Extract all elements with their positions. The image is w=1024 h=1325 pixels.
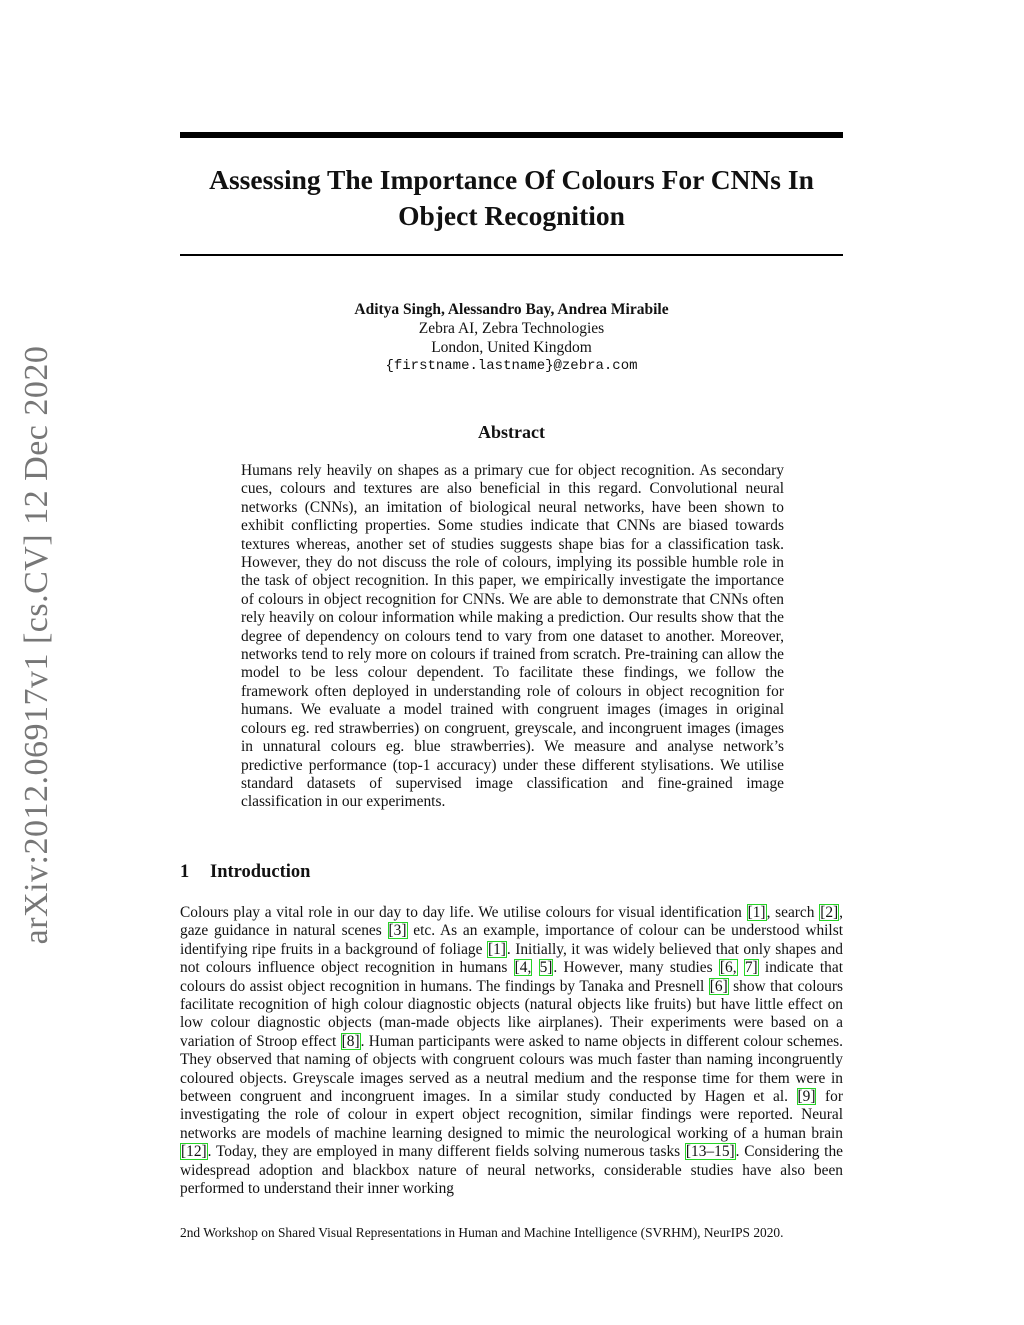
intro-text: . However, many studies: [553, 959, 719, 977]
title-bottom-rule: [180, 254, 843, 256]
citation-link[interactable]: [6,: [719, 959, 737, 977]
intro-text: , gaze guidance in natural scenes: [180, 904, 843, 940]
citation-link[interactable]: [3]: [388, 922, 407, 940]
title-top-rule: [180, 132, 843, 138]
intro-text: etc. As an example, importance of colour can be understood whilst identifying ripe fruits in a background of foliage: [180, 922, 843, 958]
citation-link[interactable]: [9]: [797, 1088, 816, 1106]
author-email: {firstname.lastname}@zebra.com: [385, 358, 638, 374]
section-title: Introduction: [210, 862, 311, 882]
abstract-text: Humans rely heavily on shapes as a primary cue for object recognition. As secondary cues, colours and textures are also beneficial in this regard. Convolutional neural networks (CNNs), an imitation of biological neural networks, have been shown to exhibit conflicting properties. Some studies indicate that CNNs are biased towards textures whereas, another set of studies suggests shape bias for a classification task. However, they do not discuss the role of colours, implying its possible humble role in the task of object recognition. In this paper, we empirically investigate the importance of colours in object recognition for CNNs. We are able to demonstrate that CNNs often rely heavily on colour information while making a prediction. Our results show that the degree of dependency on colours tend to vary from one dataset to another. Moreover, networks tend to rely more on colours if trained from scratch. Pre-training can allow the model to be less colour dependent. To facilitate these findings, we follow the framework often deployed in understanding role of colours in object recognition for humans. We evaluate a model trained with congruent images (images in original colours eg. red strawberries) on congruent, greyscale, and incongruent images (images in unnatural colours eg. blue strawberries). We measure and analyse network’s predictive performance (top-1 accuracy) under these different stylisations. We utilise standard datasets of supervised image classification and fine-grained image classification in our experiments.: [241, 462, 784, 811]
citation-link[interactable]: [1]: [487, 940, 506, 958]
section-heading-introduction: [180, 862, 310, 883]
intro-text: . Today, they are employed in many different fields solving numerous tasks: [207, 1143, 685, 1161]
citation-link[interactable]: [13–15]: [685, 1143, 735, 1161]
citation-link[interactable]: [4,: [514, 959, 532, 977]
author-block: [180, 300, 843, 376]
paper-title-line-1: Assessing The Importance Of Colours For CNNs In: [209, 164, 814, 195]
workshop-footnote: 2nd Workshop on Shared Visual Representations in Human and Machine Intelligence (SVRHM), NeurIPS 2020.: [180, 1225, 784, 1240]
citation-link[interactable]: [12]: [181, 1143, 207, 1161]
intro-text: show that colours facilitate recognition of high colour diagnostic objects (natural objects like fruits) but have little effect on low colour diagnostic objects (man-made objects like airplanes). Their experiments were based on a variation of Stroop effect: [180, 977, 843, 1050]
paper-title: [180, 162, 843, 234]
section-number: 1: [180, 862, 190, 882]
arxiv-identifier-text: arXiv:2012.06917v1 [cs.CV] 12 Dec 2020: [18, 345, 55, 944]
abstract-heading: Abstract: [478, 422, 545, 442]
citation-link[interactable]: 7]: [744, 959, 758, 977]
intro-text: . Considering the widespread adoption and blackbox nature of neural networks, considerable studies have also been performed to understand their inner working: [180, 1143, 843, 1198]
citation-link[interactable]: [2]: [820, 904, 839, 921]
citation-link[interactable]: [6]: [709, 977, 728, 995]
intro-text: . Initially, it was widely believed that only shapes and not colours influence object recognition in humans: [180, 940, 843, 977]
arxiv-identifier-stamp: [8, 347, 66, 942]
author-names: Aditya Singh, Alessandro Bay, Andrea Mirabile: [354, 301, 669, 318]
intro-text: indicate that colours do assist object recognition in humans. The findings by Tanaka and Presnell: [180, 959, 843, 995]
paper-title-line-2: Object Recognition: [398, 200, 625, 231]
citation-link[interactable]: 5]: [539, 959, 553, 977]
intro-text: for investigating the role of colour in expert object recognition, similar findings were reported. Neural networks are models of machine learning designed to mimic the neurological working of a human brain: [180, 1088, 843, 1142]
introduction-paragraph: [180, 904, 843, 1199]
author-affiliation: Zebra AI, Zebra Technologies: [418, 320, 605, 337]
intro-text: , search: [766, 904, 820, 921]
intro-text: . Human participants were asked to name objects in different colour schemes. They observed that naming of objects with congruent colours was much faster than naming incongruently coloured objects. Greyscale images served as a neutral medium and the response time for them were in between congruent and incongruent images. In a similar study conducted by Hagen et al.: [180, 1032, 843, 1106]
citation-link[interactable]: [8]: [341, 1032, 360, 1050]
author-location: London, United Kingdom: [431, 339, 592, 356]
intro-text: Colours play a vital role in our day to day life. We utilise colours for visual identification: [180, 904, 747, 921]
citation-link[interactable]: [1]: [747, 904, 766, 921]
